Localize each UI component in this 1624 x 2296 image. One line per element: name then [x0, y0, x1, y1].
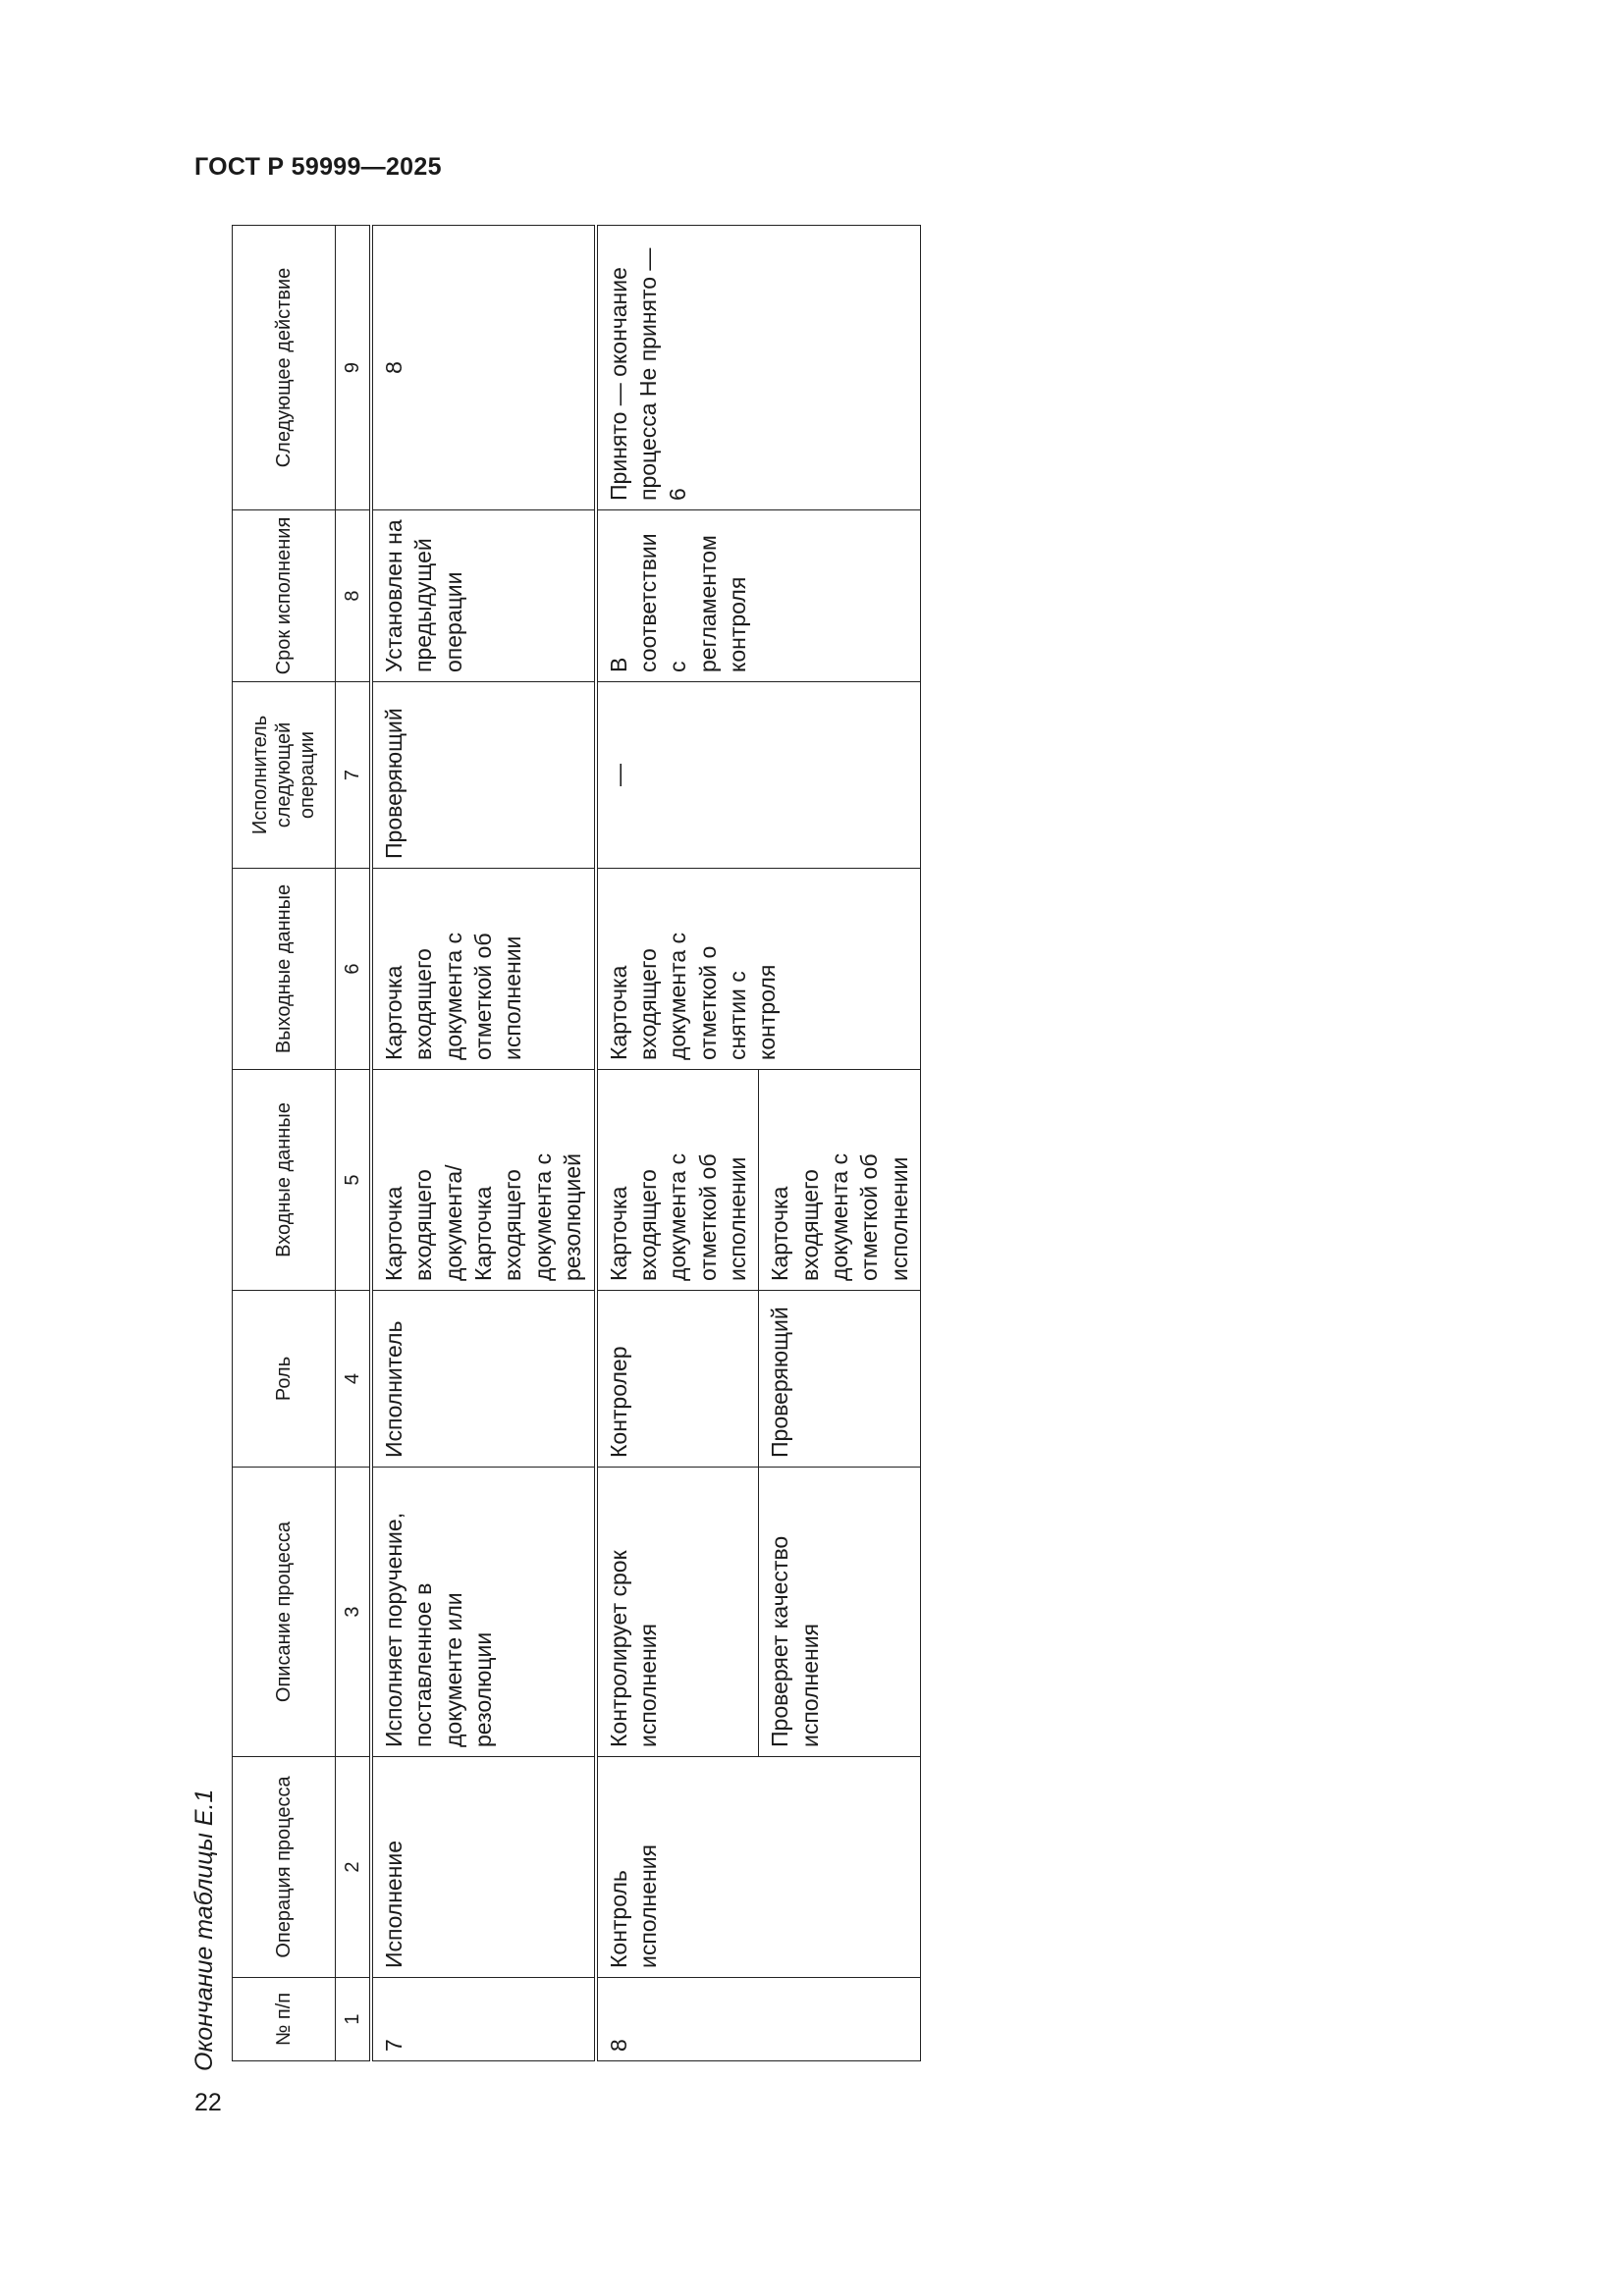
row-num: 7 [371, 1978, 596, 2061]
column-number: 3 [336, 1468, 372, 1757]
header-input: Входные данные [233, 1070, 336, 1291]
row-deadline: В соответствии с регламентом контроля [596, 510, 921, 682]
row-operation: Исполнение [371, 1757, 596, 1978]
rotated-table-block [190, 226, 912, 2071]
row-next-executor: Проверяющий [371, 682, 596, 869]
header-next-executor: Исполнитель следующей операции [233, 682, 336, 869]
header-operation: Операция процесса [233, 1757, 336, 1978]
row-next-action: 8 [371, 226, 596, 510]
row-output: Карточка входящего документа с отметкой о снятии с контроля [596, 869, 921, 1070]
column-numbers-row [336, 226, 372, 2061]
row-input: Карточка входящего документа с отметкой об исполнении [759, 1070, 921, 1291]
column-number: 8 [336, 510, 372, 682]
page-number: 22 [194, 2089, 222, 2116]
table-header-row [233, 226, 336, 2061]
row-next-action: Принято — окончание процесса Не принято — 6 [596, 226, 921, 510]
header-description: Описание процесса [233, 1468, 336, 1757]
header-role: Роль [233, 1291, 336, 1468]
row-input: Карточка входящего документа с отметкой об исполнении [596, 1070, 759, 1291]
row-role: Проверяющий [759, 1291, 921, 1468]
document-header: ГОСТ Р 59999—2025 [194, 153, 442, 181]
header-next-action: Следующее действие [233, 226, 336, 510]
column-number: 2 [336, 1757, 372, 1978]
table-caption: Окончание таблицы Е.1 [190, 1789, 218, 2071]
column-number: 4 [336, 1291, 372, 1468]
row-operation: Контроль исполнения [596, 1757, 921, 1978]
column-number: 7 [336, 682, 372, 869]
row-description: Контролирует срок исполнения [596, 1468, 759, 1757]
column-number: 9 [336, 226, 372, 510]
column-number: 6 [336, 869, 372, 1070]
header-num: № п/п [233, 1978, 336, 2061]
row-output: Карточка входящего документа с отметкой об исполнении [371, 869, 596, 1070]
row-description: Проверяет качество исполнения [759, 1468, 921, 1757]
row-role: Контролер [596, 1291, 759, 1468]
header-deadline: Срок исполнения [233, 510, 336, 682]
header-output: Выходные данные [233, 869, 336, 1070]
column-number: 1 [336, 1978, 372, 2061]
row-role: Исполнитель [371, 1291, 596, 1468]
row-next-executor: — [596, 682, 921, 869]
column-number: 5 [336, 1070, 372, 1291]
process-table [232, 225, 921, 2061]
row-description: Исполняет поручение, поставленное в документе или резолюции [371, 1468, 596, 1757]
table-row [371, 226, 596, 2061]
table-row [596, 226, 759, 2061]
row-num: 8 [596, 1978, 921, 2061]
row-deadline: Установлен на предыдущей операции [371, 510, 596, 682]
row-input: Карточка входящего документа/ Карточка входящего документа с резолюцией [371, 1070, 596, 1291]
